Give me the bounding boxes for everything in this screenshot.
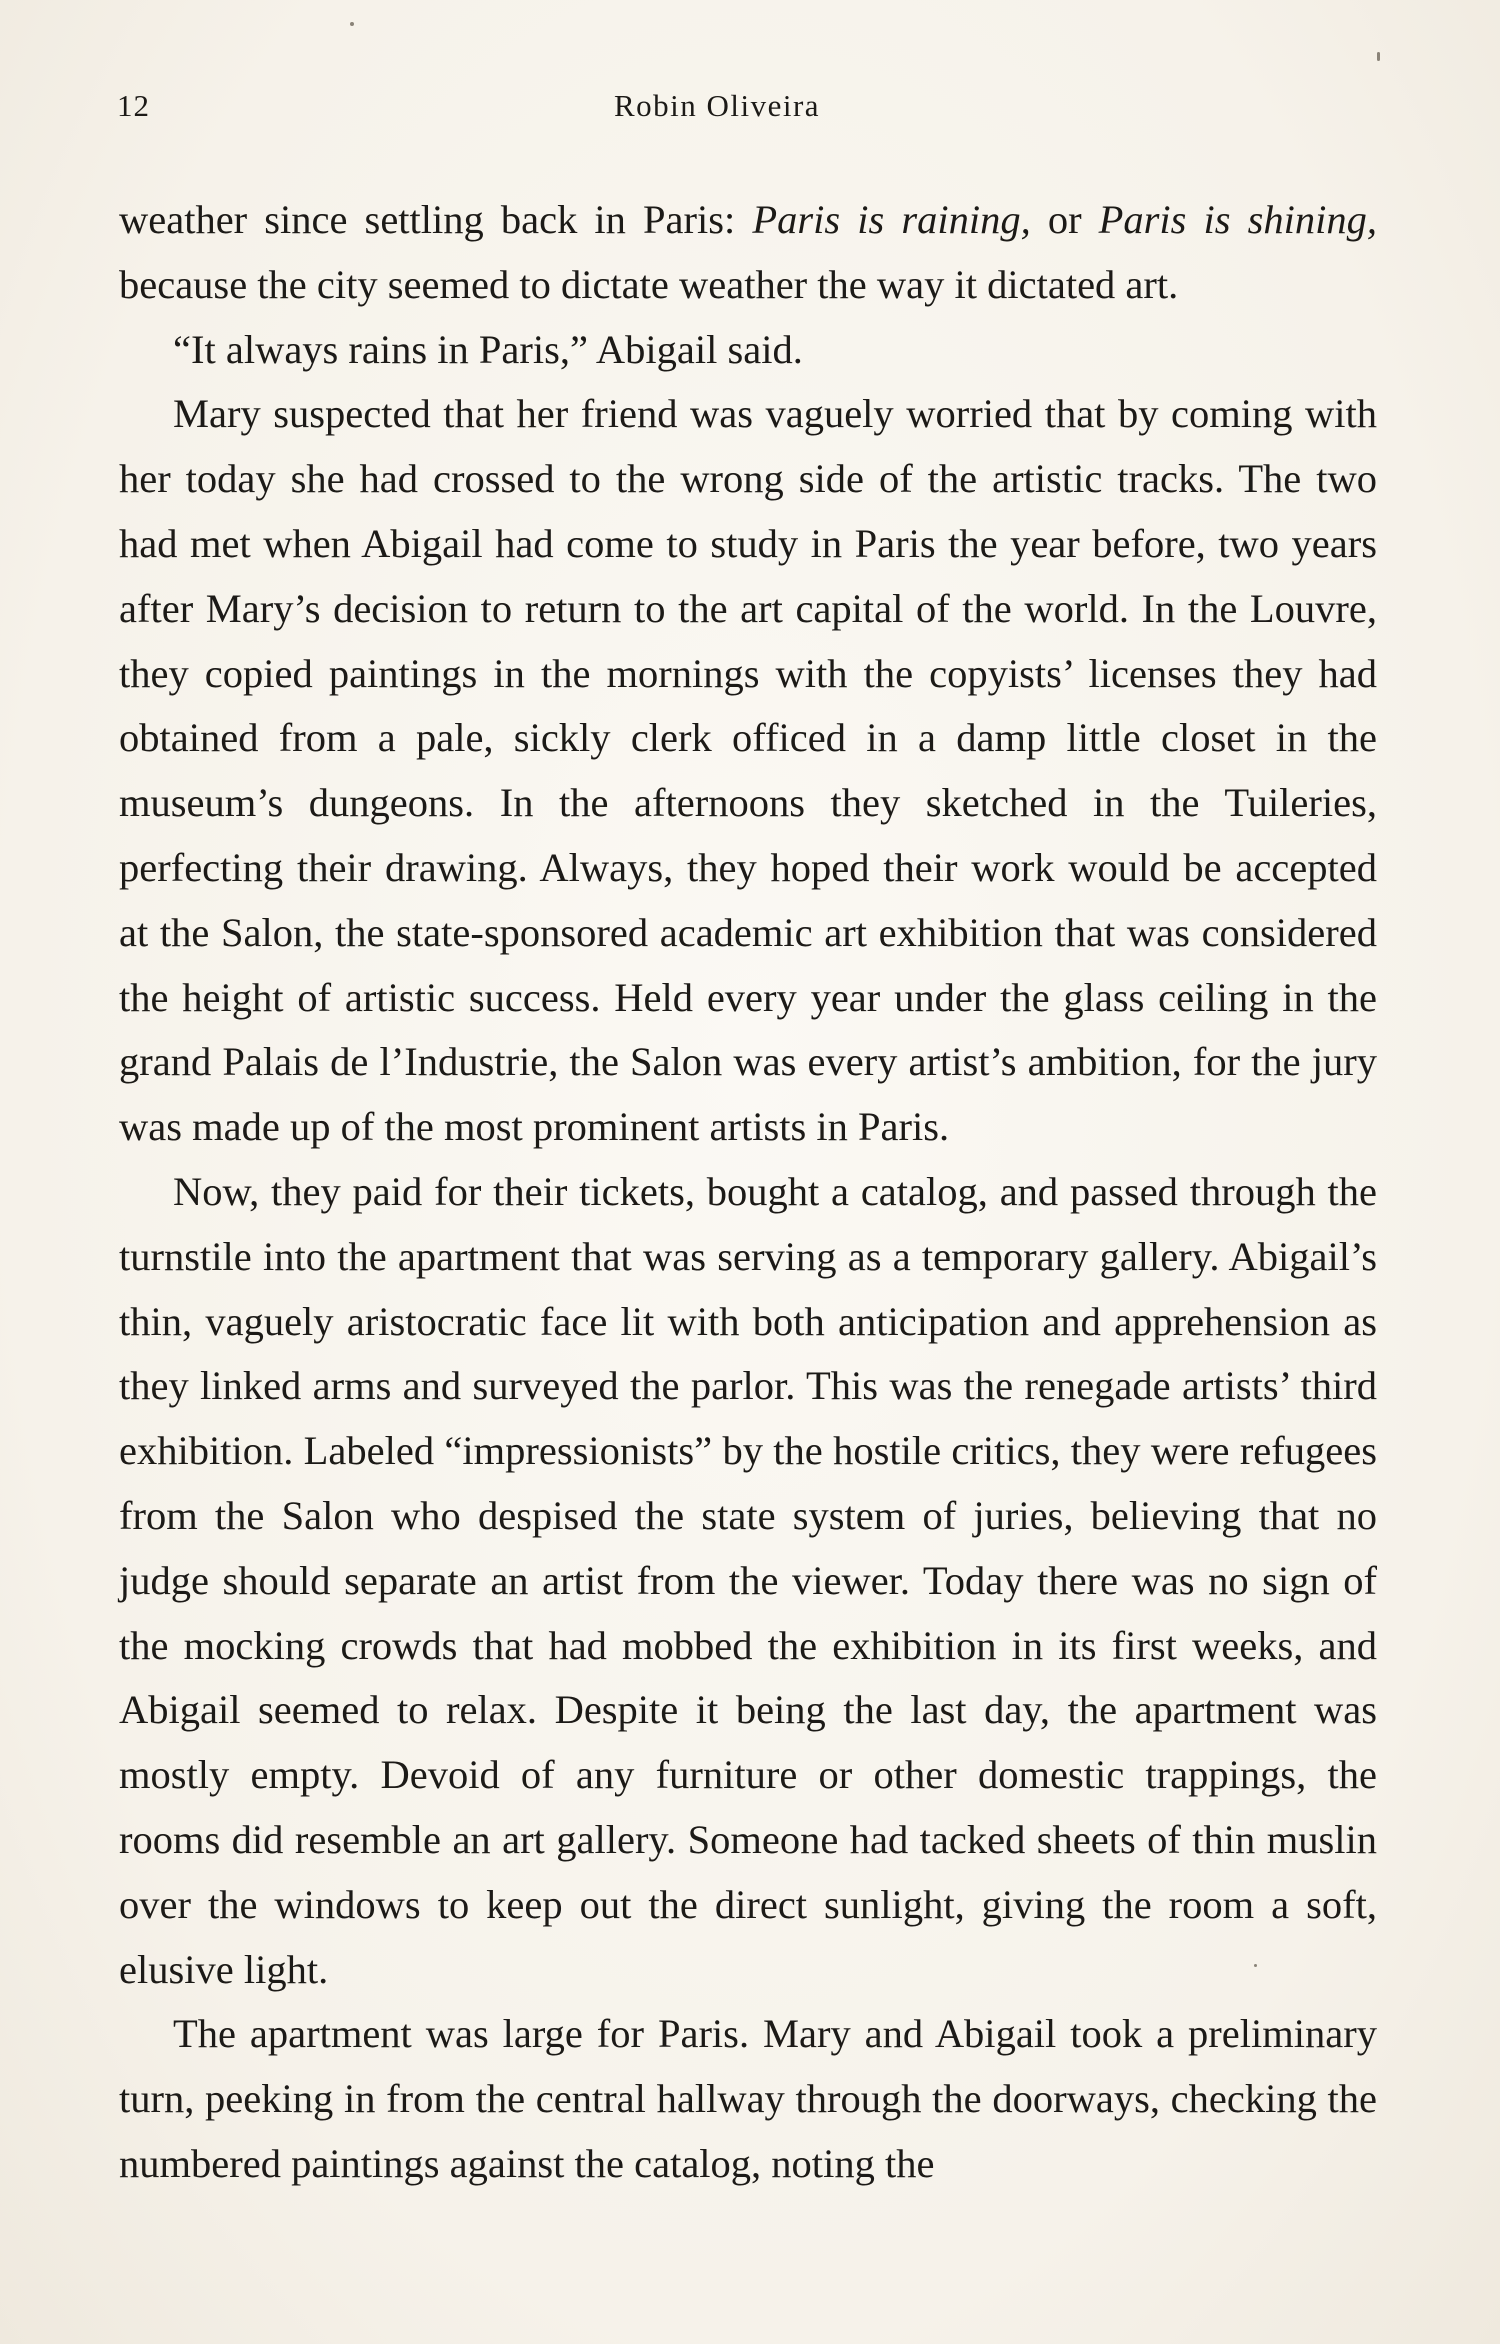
paragraph-2: “It always rains in Paris,” Abigail said. bbox=[173, 326, 803, 372]
body-text bbox=[119, 188, 1377, 2197]
paper-speck bbox=[1254, 1964, 1257, 1967]
paragraph-5: The apartment was large for Paris. Mary and Abigail took a preliminary turn, peeking in from the central hallway through the doorways, checking the numbered paintings against the catalog, noting the bbox=[119, 2011, 1377, 2186]
paragraph-1-text-e: because the city seemed to dictate weather the way it dictated art. bbox=[119, 261, 1179, 307]
italic-phrase-raining: Paris is raining, bbox=[752, 197, 1031, 242]
running-head bbox=[117, 88, 1377, 132]
paragraph-3: Mary suspected that her friend was vaguely worried that by coming with her today she had crossed to the wrong side of the artistic tracks. The two had met when Abigail had come to study in Paris the year before, two years after Mary’s decision to return to the art capital of the world. In the Louvre, they copied paintings in the mornings with the copyists’ licenses they had obtained from a pale, sickly clerk officed in a damp little closet in the museum’s dungeons. In the afternoons they sketched in the Tuileries, perfecting their drawing. Always, they hoped their work would be accepted at the Salon, the state-sponsored academic art exhibition that was considered the height of artistic success. Held every year under the glass ceiling in the grand Palais de l’Industrie, the Salon was every artist’s ambition, for the jury was made up of the most prominent artists in Paris. bbox=[119, 391, 1377, 1150]
paper-speck bbox=[350, 22, 354, 26]
paper-speck bbox=[1377, 52, 1380, 61]
paragraph-1 bbox=[119, 188, 1377, 318]
running-head-author: Robin Oliveira bbox=[613, 88, 821, 123]
italic-phrase-shining: Paris is shining, bbox=[1098, 197, 1378, 242]
paragraph-4: Now, they paid for their tickets, bought a catalog, and passed through the turnstile into the apartment that was serving as a temporary gallery. Abigail’s thin, vaguely aristocratic face lit with both anticipation and apprehension as they linked arms and surveyed the parlor. This was the renegade artists’ third exhibition. Labeled “impressionists” by the hostile critics, they were refugees from the Salon who despised the state system of juries, believing that no judge should separate an artist from the viewer. Today there was no sign of the mocking crowds that had mobbed the exhibition in its first weeks, and Abigail seemed to relax. Despite it being the last day, the apartment was mostly empty. Devoid of any furniture or other domestic trappings, the rooms did resemble an art gallery. Someone had tacked sheets of thin muslin over the windows to keep out the direct sunlight, giving the room a soft, elusive light. bbox=[119, 1168, 1377, 1992]
paragraph-1-text-c: or bbox=[1030, 197, 1099, 242]
page-number: 12 bbox=[117, 88, 150, 123]
paragraph-1-text-a: weather since settling back in Paris: bbox=[119, 197, 753, 242]
